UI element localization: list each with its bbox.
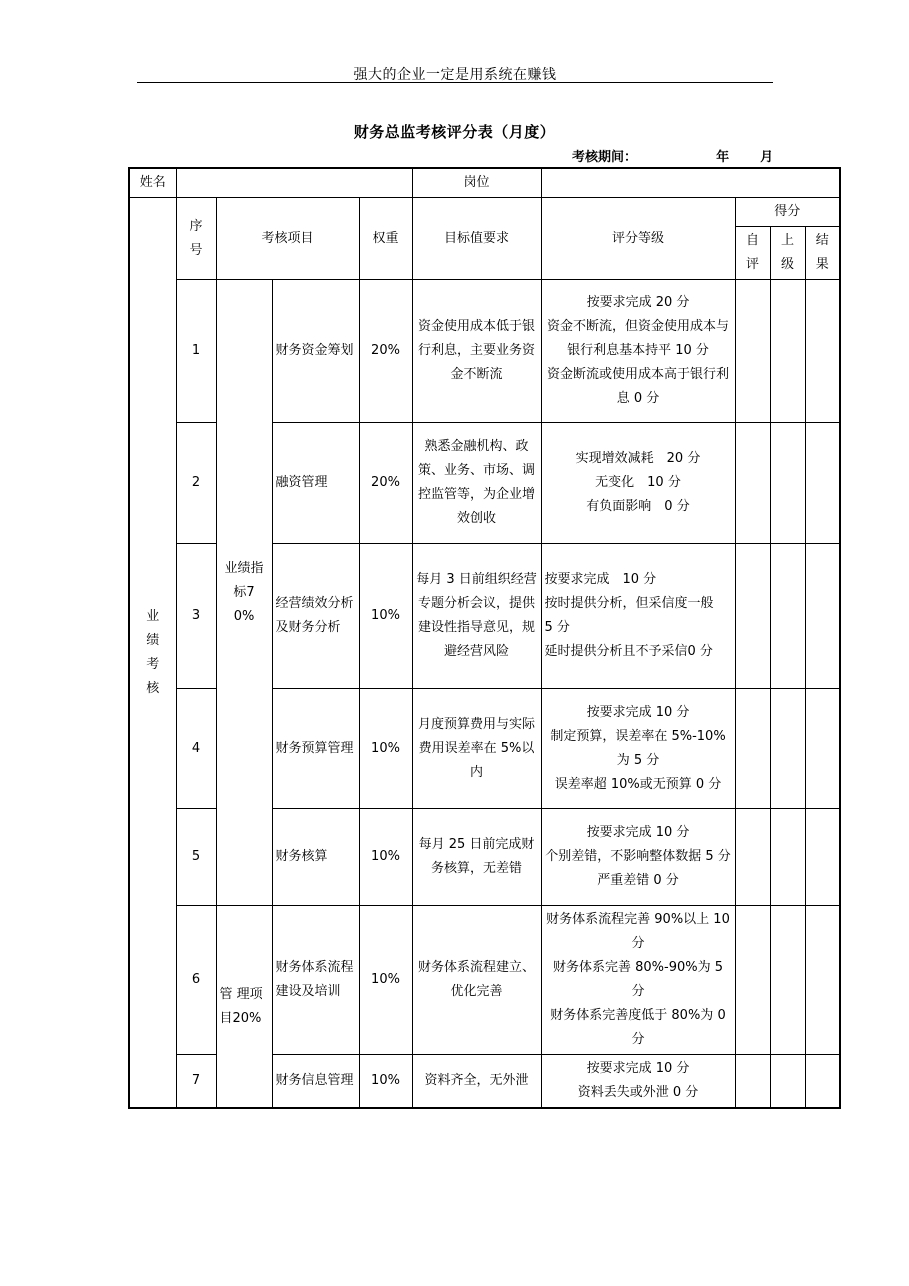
score-superior[interactable] [770,280,805,423]
grade-line: 制定预算，误差率在 5%-10%为 5 分 [550,728,726,768]
period-year-label: 年 [716,150,730,165]
row-weight: 20% [359,280,412,423]
row-weight: 10% [359,906,412,1055]
row-weight: 20% [359,423,412,544]
row-target: 财务体系流程建立、优化完善 [412,906,541,1055]
row-seq: 6 [176,906,216,1055]
grade-line: 财务体系流程完善 90%以上 10 分 [546,912,730,951]
header-score: 得分 [735,198,840,227]
row-target: 每月 3 日前组织经营专题分析会议，提供建设性指导意见，规避经营风险 [412,544,541,689]
score-self[interactable] [735,280,770,423]
score-self[interactable] [735,809,770,906]
grade-line: 资金不断流，但资金使用成本与银行利息基本持平 10 分 [546,319,729,358]
grade-line: 个别差错，不影响整体数据 5 分 [545,849,731,864]
score-superior[interactable] [770,689,805,809]
score-superior[interactable] [770,1055,805,1109]
grade-line: 严重差错 0 分 [597,873,679,888]
grade-line: 按要求完成 10 分 [586,704,690,720]
grade-line: 误差率超 10%或无预算 0 分 [554,776,722,792]
row-seq: 5 [176,809,216,906]
row-grade [541,689,735,809]
score-result[interactable] [805,1055,840,1109]
post-label: 岗位 [412,168,541,198]
name-label: 姓名 [129,168,176,198]
header-weight: 权重 [359,198,412,280]
score-result[interactable] [805,689,840,809]
score-superior[interactable] [770,544,805,689]
grade-line: 按时提供分析，但采信度一般 5 分 [544,596,731,635]
row-seq: 2 [176,423,216,544]
header-divider [137,82,773,83]
score-superior[interactable] [770,906,805,1055]
row-item: 财务资金筹划 [272,280,359,423]
header-self: 自评 [735,227,770,280]
row-target: 每月 25 日前完成财务核算，无差错 [412,809,541,906]
row-seq: 7 [176,1055,216,1109]
row-grade [541,906,735,1055]
header-grade: 评分等级 [541,198,735,280]
grade-line: 资金断流或使用成本高于银行利息 0 分 [546,367,729,406]
score-result[interactable] [805,544,840,689]
row-item: 财务预算管理 [272,689,359,809]
page-title: 财务总监考核评分表（月度） [353,123,556,141]
row-grade [541,1055,735,1109]
row-item: 融资管理 [272,423,359,544]
grade-line: 实现增效减耗 20 分 [575,451,701,466]
score-self[interactable] [735,906,770,1055]
row-target: 资金使用成本低于银行利息，主要业务资金不断流 [412,280,541,423]
grade-line: 延时提供分析且不予采信0 分 [544,644,713,659]
row-item: 财务核算 [272,809,359,906]
row-seq: 1 [176,280,216,423]
assessment-table [128,167,841,1109]
header-target: 目标值要求 [412,198,541,280]
name-field[interactable] [176,168,412,198]
score-superior[interactable] [770,809,805,906]
grade-line: 按要求完成 10 分 [586,825,690,840]
score-result[interactable] [805,906,840,1055]
header-result: 结果 [805,227,840,280]
assessment-period [572,146,773,165]
period-month-label: 月 [760,150,774,165]
grade-line: 有负面影响 0 分 [586,499,690,514]
score-self[interactable] [735,423,770,544]
row-target: 月度预算费用与实际费用误差率在 5%以内 [412,689,541,809]
score-result[interactable] [805,280,840,423]
group-management: 管 理项目20% [216,906,272,1109]
row-seq: 3 [176,544,216,689]
row-item: 财务信息管理 [272,1055,359,1109]
row-grade [541,544,735,689]
row-seq: 4 [176,689,216,809]
grade-line: 按要求完成 20 分 [586,295,690,310]
group-performance: 业绩指标70% [216,280,272,906]
grade-line: 无变化 10 分 [595,475,681,490]
table-row [129,906,840,1055]
row-weight: 10% [359,689,412,809]
row-grade [541,423,735,544]
score-self[interactable] [735,689,770,809]
section-label [129,198,176,1109]
section-label-text: 业绩考核 [146,608,160,696]
row-weight: 10% [359,544,412,689]
header-superior: 上级 [770,227,805,280]
row-target: 熟悉金融机构、政策、业务、市场、调控监管等，为企业增效创收 [412,423,541,544]
row-item: 经营绩效分析及财务分析 [272,544,359,689]
grade-line: 按要求完成 10 分 [586,1061,690,1076]
row-weight: 10% [359,1055,412,1109]
score-self[interactable] [735,1055,770,1109]
header-item: 考核项目 [216,198,359,280]
row-target: 资料齐全，无外泄 [412,1055,541,1109]
period-label: 考核期间： [572,150,638,165]
row-grade [541,809,735,906]
row-grade [541,280,735,423]
score-self[interactable] [735,544,770,689]
grade-line: 按要求完成 10 分 [544,572,657,587]
post-field[interactable] [541,168,840,198]
row-item: 财务体系流程建设及培训 [272,906,359,1055]
row-weight: 10% [359,809,412,906]
grade-line: 资料丢失或外泄 0 分 [577,1085,699,1100]
header-slogan: 强大的企业一定是用系统在赚钱 [353,67,557,83]
table-row [129,280,840,423]
score-superior[interactable] [770,423,805,544]
header-seq: 序号 [176,198,216,280]
grade-line: 财务体系完善度低于 80%为 0 分 [550,1008,726,1047]
grade-line: 财务体系完善 80%-90%为 5 分 [552,960,724,999]
score-result[interactable] [805,809,840,906]
score-result[interactable] [805,423,840,544]
